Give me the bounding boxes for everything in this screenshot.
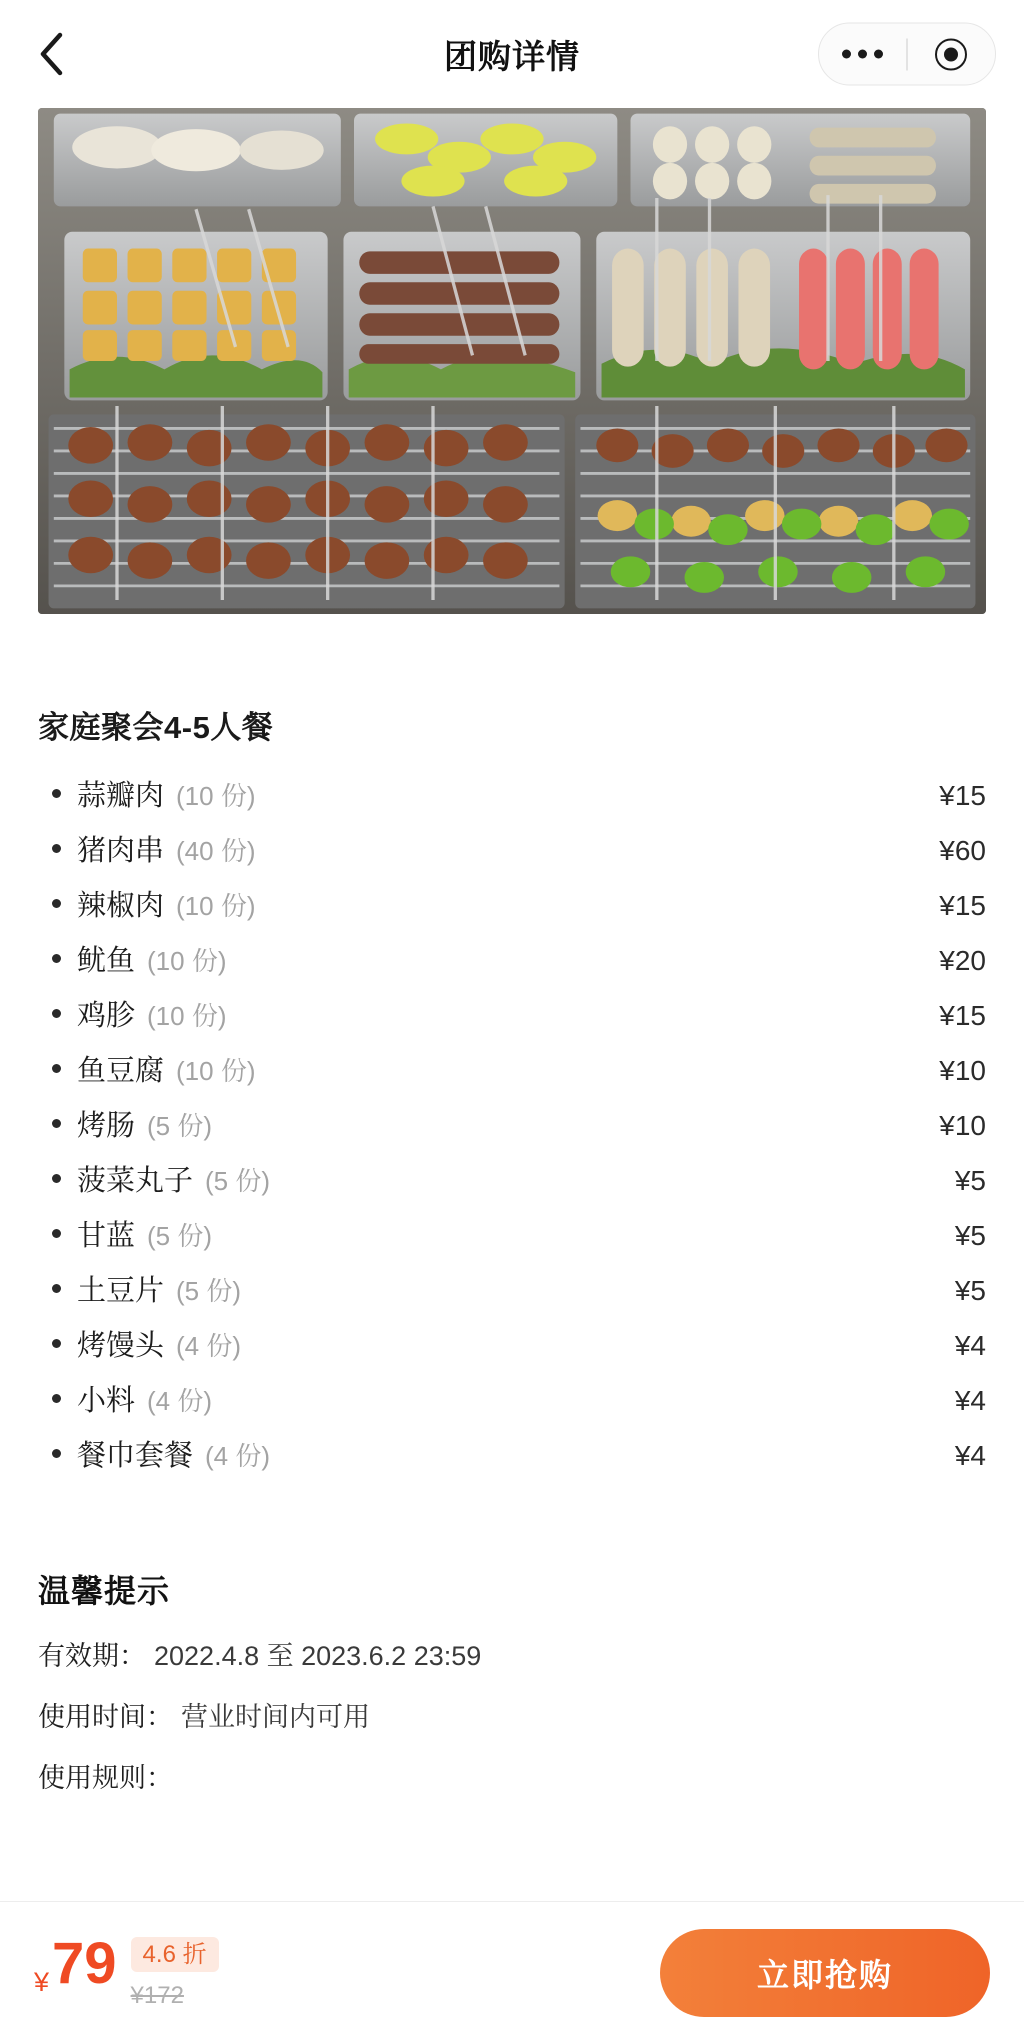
item-quantity: (10 份) xyxy=(147,946,227,976)
bullet-icon xyxy=(52,844,61,853)
page-title: 团购详情 xyxy=(444,37,580,75)
tips-title: 温馨提示 xyxy=(38,1573,171,1609)
item-price: ¥15 xyxy=(939,1000,986,1031)
list-item xyxy=(38,938,986,993)
bullet-icon xyxy=(52,899,61,908)
item-price: ¥5 xyxy=(954,1220,986,1251)
item-quantity: (10 份) xyxy=(176,781,256,811)
item-price: ¥60 xyxy=(939,835,986,866)
list-item xyxy=(38,883,986,938)
bullet-icon xyxy=(52,954,61,963)
item-quantity: (10 份) xyxy=(176,1056,256,1086)
item-name: 小料 xyxy=(77,1385,136,1417)
tip-row-usage-rules xyxy=(38,1756,986,1795)
item-price: ¥5 xyxy=(954,1275,986,1306)
target-circle-icon xyxy=(935,38,967,70)
bbq-platter-illustration xyxy=(38,108,986,614)
list-item xyxy=(38,1158,986,1213)
tip-label: 使用规则： xyxy=(38,1763,173,1793)
list-item xyxy=(38,1048,986,1103)
item-quantity: (4 份) xyxy=(176,1331,242,1361)
item-name: 辣椒肉 xyxy=(77,890,165,922)
bullet-icon xyxy=(52,1394,61,1403)
bullet-icon xyxy=(52,1229,61,1238)
more-button[interactable] xyxy=(819,24,906,85)
tip-row-usage-time xyxy=(38,1695,986,1734)
bullet-icon xyxy=(52,1064,61,1073)
tip-row-validity xyxy=(38,1634,986,1673)
item-price: ¥10 xyxy=(939,1055,986,1086)
item-name: 蒜瓣肉 xyxy=(77,780,165,812)
currency-symbol: ¥ xyxy=(34,1967,50,1998)
item-name: 鸡胗 xyxy=(77,1000,136,1032)
package-item-list xyxy=(38,773,986,1488)
list-item xyxy=(38,1378,986,1433)
item-name: 土豆片 xyxy=(77,1275,165,1307)
item-price: ¥15 xyxy=(939,890,986,921)
item-name: 菠菜丸子 xyxy=(77,1165,194,1197)
current-price: 79 xyxy=(52,1930,117,1996)
list-item xyxy=(38,993,986,1048)
list-item xyxy=(38,1103,986,1158)
detail-content xyxy=(0,702,1024,1795)
item-price: ¥15 xyxy=(939,780,986,811)
item-quantity: (10 份) xyxy=(176,891,256,921)
bullet-icon xyxy=(52,1449,61,1458)
item-quantity: (5 份) xyxy=(147,1221,213,1251)
item-quantity: (4 份) xyxy=(205,1441,271,1471)
bullet-icon xyxy=(52,1119,61,1128)
bullet-icon xyxy=(52,1339,61,1348)
item-price: ¥5 xyxy=(954,1165,986,1196)
original-price: ¥172 xyxy=(130,1982,184,2010)
bullet-icon xyxy=(52,1284,61,1293)
item-price: ¥4 xyxy=(954,1440,986,1471)
list-item xyxy=(38,1268,986,1323)
item-name: 猪肉串 xyxy=(77,835,165,867)
item-quantity: (5 份) xyxy=(205,1166,271,1196)
tip-value: 营业时间内可用 xyxy=(181,1702,370,1732)
navbar xyxy=(0,0,1024,108)
list-item xyxy=(38,828,986,883)
target-core xyxy=(944,47,958,61)
item-quantity: (5 份) xyxy=(176,1276,242,1306)
item-price: ¥4 xyxy=(954,1330,986,1361)
tip-value: 2022.4.8 至 2023.6.2 23:59 xyxy=(154,1641,482,1671)
bullet-icon xyxy=(52,789,61,798)
price-side-info xyxy=(131,1935,219,2011)
purchase-bar xyxy=(0,1901,1024,2043)
close-program-button[interactable] xyxy=(908,24,995,85)
item-quantity: (5 份) xyxy=(147,1111,213,1141)
item-quantity: (4 份) xyxy=(147,1386,213,1416)
item-quantity: (10 份) xyxy=(147,1001,227,1031)
tip-label: 使用时间： xyxy=(38,1702,173,1732)
chevron-left-icon xyxy=(37,31,67,77)
more-dots-icon xyxy=(874,50,883,59)
item-name: 烤肠 xyxy=(77,1110,136,1142)
price-block xyxy=(34,1930,219,2011)
item-quantity: (40 份) xyxy=(176,836,256,866)
package-title: 家庭聚会4-5人餐 xyxy=(38,710,274,745)
item-name: 甘蓝 xyxy=(77,1220,136,1252)
item-name: 烤馒头 xyxy=(77,1330,165,1362)
list-item xyxy=(38,773,986,828)
bullet-icon xyxy=(52,1174,61,1183)
product-hero-image[interactable] xyxy=(38,108,986,614)
item-price: ¥4 xyxy=(954,1385,986,1416)
more-dots-icon xyxy=(842,50,851,59)
item-price: ¥10 xyxy=(939,1110,986,1141)
more-dots-icon xyxy=(858,50,867,59)
tip-label: 有效期： xyxy=(38,1641,146,1671)
item-name: 餐巾套餐 xyxy=(77,1440,194,1472)
item-name: 鱿鱼 xyxy=(77,945,136,977)
item-name: 鱼豆腐 xyxy=(77,1055,165,1087)
back-button[interactable] xyxy=(30,32,74,76)
list-item xyxy=(38,1323,986,1378)
discount-badge: 4.6 折 xyxy=(131,1937,219,1973)
item-price: ¥20 xyxy=(939,945,986,976)
bullet-icon xyxy=(52,1009,61,1018)
buy-now-button[interactable]: 立即抢购 xyxy=(660,1929,990,2017)
list-item xyxy=(38,1213,986,1268)
list-item xyxy=(38,1433,986,1488)
mini-program-capsule xyxy=(818,23,996,86)
